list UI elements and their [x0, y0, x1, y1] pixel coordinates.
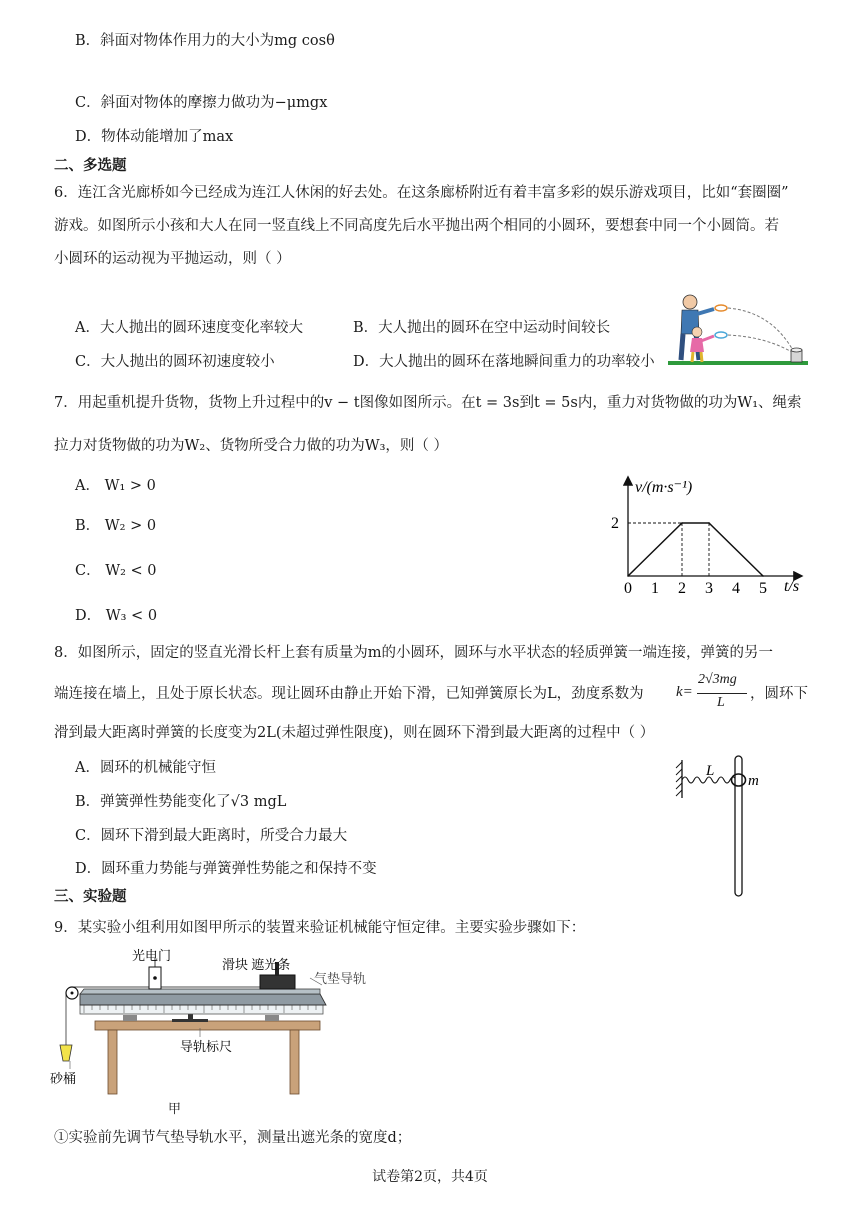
q6-option-a: A．大人抛出的圆环速度变化率较大 [75, 320, 303, 336]
air-track-label: 气垫导轨 [314, 971, 367, 986]
air-track [80, 994, 326, 1005]
q6-option-d: D．大人抛出的圆环在落地瞬间重力的功率较小 [353, 354, 655, 370]
slider-block [260, 975, 295, 989]
q8-option-c: C．圆环下滑到最大距离时，所受合力最大 [75, 828, 348, 844]
ring-mass-label: m [748, 773, 759, 789]
ruler-label: 导轨标尺 [180, 1039, 233, 1054]
q5-option-d: D．物体动能增加了max [75, 129, 234, 145]
child-ring-icon [715, 332, 727, 338]
ring-toss-figure [668, 290, 813, 370]
q7-stem-line1: 7．用起重机提升货物，货物上升过程中的v − t图像如图所示。在t = 3s到t = 5s内，重力对货物做的功为W₁、绳索 [54, 395, 802, 411]
support-foot-left [123, 1015, 137, 1021]
q7-option-c: C． W₂ < 0 [75, 563, 157, 579]
q8-stem-line3: 滑到最大距离时弹簧的长度变为2L(未超过弹性限度)，则在圆环下滑到最大距离的过程中（ ） [54, 725, 655, 741]
section-experiment: 三、实验题 [54, 889, 127, 905]
adult-head [683, 295, 697, 309]
vertical-rod [735, 756, 742, 896]
q7-option-d: D． W₃ < 0 [75, 608, 158, 624]
fraction-bar [697, 693, 747, 694]
q8-stem-line2b: ，圆环下 [750, 686, 808, 702]
x-tick-label: 3 [705, 580, 713, 597]
x-tick-label: 5 [759, 580, 767, 597]
adult-arm [697, 309, 714, 314]
air-track-apparatus [50, 945, 380, 1120]
track-ruler [80, 1005, 323, 1014]
q6-option-b: B．大人抛出的圆环在空中运动时间较长 [353, 320, 611, 336]
q5-option-c: C．斜面对物体的摩擦力做功为−μmgx [75, 95, 328, 111]
velocity-time-chart [605, 470, 815, 600]
x-tick-label: 2 [678, 580, 686, 597]
page-footer: 试卷第2页，共4页 [372, 1169, 488, 1185]
x-tick-label: 4 [732, 580, 740, 597]
formula-denominator: L [717, 695, 725, 710]
section-multiple-choice: 二、多选题 [54, 158, 127, 174]
x-tick-label: 0 [624, 580, 632, 597]
table-leg-left [108, 1030, 117, 1094]
child-head [692, 327, 702, 337]
q8-option-b: B．弹簧弹性势能变化了√3 mgL [75, 794, 287, 810]
q7-option-a: A． W₁ > 0 [75, 478, 156, 494]
x-tick-label: 1 [651, 580, 659, 597]
photogate-label: 光电门 [132, 948, 172, 963]
formula-numerator: 2√3mg [698, 672, 737, 687]
wall-hatch [676, 762, 682, 796]
q6-stem-line2: 游戏。如图所示小孩和大人在同一竖直线上不同高度先后水平抛出两个相同的小圆环，要想套中同一个小圆筒。若 [54, 218, 779, 234]
sand-bucket-icon [60, 1045, 72, 1061]
q7-stem-line2: 拉力对货物做的功为W₂、货物所受合力做的功为W₃，则（ ） [54, 438, 449, 454]
x-axis-label: t/s [784, 578, 800, 595]
slider-label: 滑块 遮光条 [222, 957, 291, 972]
table-leg-right [290, 1030, 299, 1094]
support-foot-right [265, 1015, 279, 1021]
q8-option-a: A．圆环的机械能守恒 [75, 760, 216, 776]
q5-option-b: B．斜面对物体作用力的大小为mg cosθ [75, 33, 335, 49]
table-top [95, 1021, 320, 1030]
q6-stem-line3: 小圆环的运动视为平抛运动，则（ ） [54, 251, 291, 267]
velocity-series-line [628, 523, 763, 576]
q9-stem-line1: 9．某实验小组利用如图甲所示的装置来验证机械能守恒定律。主要实验步骤如下： [54, 920, 586, 936]
formula-k: k= [676, 684, 693, 700]
q6-stem-line1: 6．连江含光廊桥如今已经成为连江人休闲的好去处。在这条廊桥附近有着丰富多彩的娱乐游戏项目，比如“套圈圈” [54, 185, 789, 201]
q6-option-c: C．大人抛出的圆环初速度较小 [75, 354, 275, 370]
q8-stem-line1: 8．如图所示，固定的竖直光滑长杆上套有质量为m的小圆环，圆环与水平状态的轻质弹簧一端连接，弹簧的另一 [54, 645, 773, 661]
velocity-data-point [681, 522, 683, 524]
figure-caption: 甲 [168, 1102, 182, 1117]
y-tick-label: 2 [611, 515, 619, 532]
bucket-label: 砂桶 [50, 1071, 77, 1086]
spring-ring-figure [668, 748, 778, 898]
spring-length-label: L [706, 763, 715, 779]
q7-option-b: B． W₂ > 0 [75, 518, 157, 534]
q8-stem-line2a: 端连接在墙上，且处于原长状态。现让圆环由静止开始下滑，已知弹簧原长为L，劲度系数为 [54, 686, 644, 702]
adult-ring-icon [715, 305, 727, 311]
adult-trajectory [728, 308, 795, 354]
velocity-data-point [762, 575, 764, 577]
q9-step1: ①实验前先调节气垫导轨水平，测量出遮光条的宽度d； [54, 1130, 412, 1146]
velocity-data-point [708, 522, 710, 524]
y-axis-label: v/(m·s⁻¹) [635, 479, 693, 496]
child-arm [701, 336, 714, 341]
velocity-data-point [627, 575, 629, 577]
q8-option-d: D．圆环重力势能与弹簧弹性势能之和保持不变 [75, 861, 377, 877]
